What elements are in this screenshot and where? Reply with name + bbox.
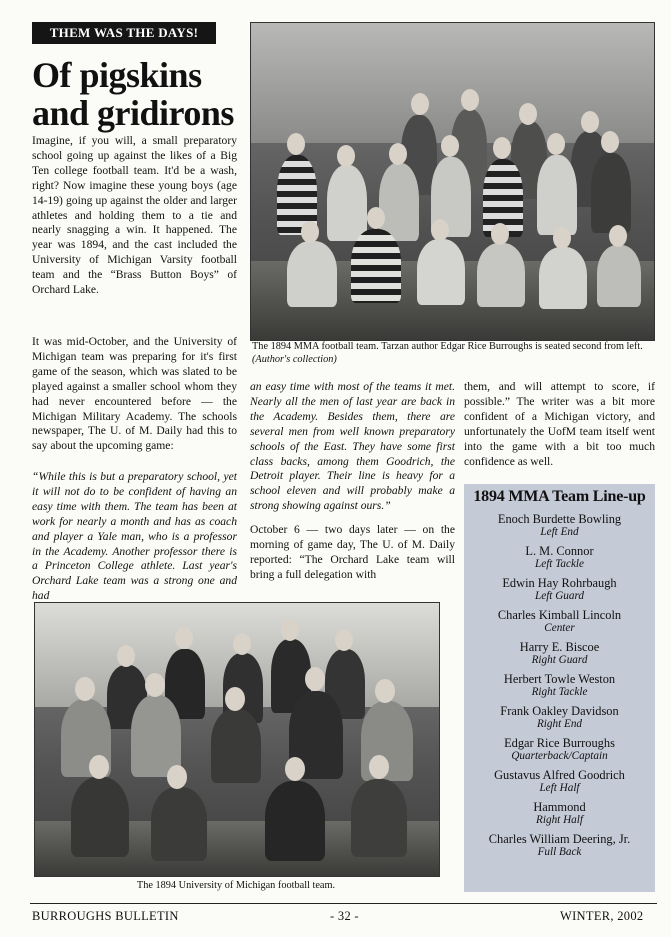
- footer-issue: WINTER, 2002: [560, 909, 644, 923]
- lineup-player-position: Center: [544, 622, 575, 634]
- paragraph-4: them, and will attempt to score, if possible.” The writer was a bit more confident of a Michigan victory, and unfortunately the UofM team itself went into the game with a bit too much confidence as well.: [464, 380, 655, 468]
- lineup-entry: [464, 704, 655, 730]
- top-caption-text: The 1894 MMA football team. Tarzan author Edgar Rice Burroughs is seated second from left.: [252, 341, 643, 352]
- lineup-player-position: Left Half: [539, 782, 580, 794]
- top-photo-caption: [252, 341, 653, 366]
- lineup-player-name: Charles Kimball Lincoln: [497, 608, 622, 622]
- lineup-entry: [464, 736, 655, 762]
- lineup-player-name: Edgar Rice Burroughs: [504, 736, 615, 750]
- lineup-entry: [464, 672, 655, 698]
- lineup-player-name: L. M. Connor: [525, 544, 594, 558]
- quote-part-2: an easy time with most of the teams it met. Nearly all the men of last year are back in the Academy. Besides them, there are several men from well known preparatory schools of the East. They have some first class backs, among them Goodrich, the Detroit player. Their line is heavy for a school eleven and will probably make a strong showing against ours.”: [250, 380, 455, 513]
- michigan-team-photo: [34, 602, 440, 877]
- lineup-player-position: Right Guard: [531, 654, 588, 666]
- lineup-player-name: Frank Oakley Davidson: [500, 704, 619, 718]
- lineup-player-name: Herbert Towle Weston: [503, 672, 616, 686]
- article-headline: Of pigskins and gridirons: [32, 55, 234, 133]
- section-banner: THEM WAS THE DAYS!: [32, 22, 216, 44]
- lineup-list: [464, 512, 655, 858]
- lineup-entry: [464, 608, 655, 634]
- lineup-player-name: Charles William Deering, Jr.: [488, 832, 631, 846]
- lineup-player-position: Right Tackle: [531, 686, 588, 698]
- lineup-player-position: Right Half: [536, 814, 583, 826]
- lineup-entry: [464, 544, 655, 570]
- lineup-entry: [464, 832, 655, 858]
- lineup-player-position: Full Back: [537, 846, 582, 858]
- paragraph-2: It was mid-October, and the University of Michigan team was preparing for it's first game of the season, which was slated to be played against a smaller school whom they had never encountered before — the Michigan Military Academy. The schools newspaper, The U. of M. Daily had this to say about the upcoming game:: [32, 335, 237, 453]
- bottom-photo-caption: The 1894 University of Michigan football team.: [136, 880, 336, 891]
- lineup-player-name: Gustavus Alfred Goodrich: [494, 768, 625, 782]
- footer-publication: BURROUGHS BULLETIN: [32, 909, 179, 923]
- lineup-player-position: Quarterback/Captain: [511, 750, 608, 762]
- lineup-player-name: Harry E. Biscoe: [519, 640, 600, 654]
- lineup-player-position: Left Guard: [535, 590, 584, 602]
- lineup-entry: [464, 800, 655, 826]
- lineup-player-name: Enoch Burdette Bowling: [497, 512, 622, 526]
- mma-team-photo: [250, 22, 655, 341]
- lineup-entry: [464, 768, 655, 794]
- intro-paragraph: Imagine, if you will, a small preparatory school going up against the likes of a Big Ten college football team. It'd be a wash, right? Now imagine these young boys (age 14-19) going up against the older and larger athletes and holding them to a tie and nearly snagging a win. It happened. The year was 1894, and the cast included the University of Michigan Varsity football team and the “Brass Button Boys” of Orchard Lake.: [32, 134, 237, 297]
- lineup-box: [464, 484, 655, 892]
- lineup-player-position: Left Tackle: [535, 558, 584, 570]
- lineup-player-position: Left End: [540, 526, 579, 538]
- lineup-player-position: Right End: [536, 718, 583, 730]
- lineup-entry: [464, 512, 655, 538]
- lineup-entry: [464, 576, 655, 602]
- lineup-entry: [464, 640, 655, 666]
- quote-part-1: “While this is but a preparatory school, yet it will not do to be confident of having an easy time with them. The team has been at work for nearly a month and has as coach and player a Yale man, who is a professor in the Academy. Another professor there is a Princeton College athlete. Last year's Orchard Lake team was a strong one and had: [32, 470, 237, 603]
- lineup-title: 1894 MMA Team Line-up: [473, 488, 646, 505]
- footer-rule: [30, 903, 657, 904]
- footer-page-number: - 32 -: [330, 909, 359, 923]
- lineup-player-name: Hammond: [533, 800, 586, 814]
- lineup-player-name: Edwin Hay Rohrbaugh: [502, 576, 617, 590]
- paragraph-3: October 6 — two days later — on the morning of game day, The U. of M. Daily reported: “The Orchard Lake team will bring a full delegation with: [250, 523, 455, 581]
- top-caption-credit: (Author's collection): [252, 353, 337, 365]
